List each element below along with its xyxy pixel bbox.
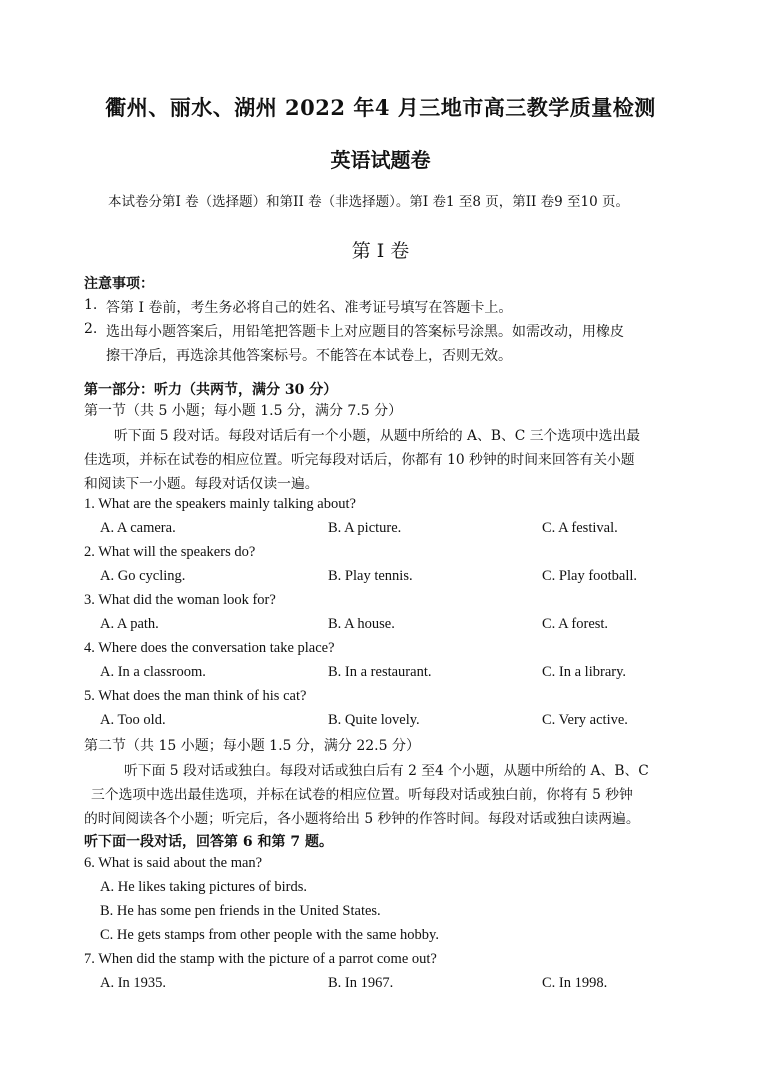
option-b: B. Quite lovely. bbox=[328, 712, 420, 728]
notice-heading: 注意事项： bbox=[84, 276, 154, 292]
dialogue-subheading: 听下面一段对话，回答第 6 和第 7 题。 bbox=[84, 834, 333, 850]
option-c: C. Play football. bbox=[542, 568, 638, 584]
section2-instructions: 的时间阅读各个小题；听完后，各小题将给出 5 秒钟的作答时间。每段对话或独白读两遍。 bbox=[84, 811, 640, 827]
option-a: A. A camera. bbox=[100, 520, 176, 536]
section1-instructions: 和阅读下一小题。每段对话仅读一遍。 bbox=[84, 476, 319, 492]
option-c: C. In 1998. bbox=[542, 975, 608, 991]
notice-item-text: 选出每小题答案后，用铅笔把答题卡上对应题目的答案标号涂黑。如需改动，用橡皮 bbox=[106, 324, 624, 340]
volume-heading: 第 I 卷 bbox=[351, 240, 410, 262]
exam-title: 衢州、丽水、湖州 2022 年4 月三地市高三教学质量检测 bbox=[105, 95, 656, 120]
option-b: B. A picture. bbox=[328, 520, 402, 536]
question-stem: 2. What will the speakers do? bbox=[84, 544, 256, 560]
notice-item-number: 2. bbox=[84, 321, 98, 337]
exam-subtitle: 英语试题卷 bbox=[330, 148, 431, 172]
option-c: C. A forest. bbox=[542, 616, 609, 632]
question-stem: 1. What are the speakers mainly talking about? bbox=[84, 496, 356, 512]
section1-instructions: 佳选项，并标在试卷的相应位置。听完每段对话后，你都有 10 秒钟的时间来回答有关小题 bbox=[84, 452, 635, 468]
option-c: C. A festival. bbox=[542, 520, 618, 536]
question-stem: 4. Where does the conversation take place? bbox=[84, 640, 335, 656]
section1-heading: 第一节（共 5 小题；每小题 1.5 分，满分 7.5 分） bbox=[84, 403, 403, 419]
option-a: A. A path. bbox=[100, 616, 159, 632]
section2-instructions: 听下面 5 段对话或独白。每段对话或独白后有 2 至4 个小题，从题中所给的 A、B、C bbox=[124, 763, 649, 779]
option-b: B. He has some pen friends in the United States. bbox=[100, 903, 381, 919]
option-a: A. In 1935. bbox=[100, 975, 167, 991]
option-c: C. He gets stamps from other people with the same hobby. bbox=[100, 927, 439, 943]
option-a: A. Too old. bbox=[100, 712, 166, 728]
option-c: C. Very active. bbox=[542, 712, 628, 728]
question-stem: 7. When did the stamp with the picture of a parrot come out? bbox=[84, 951, 437, 967]
section2-heading: 第二节（共 15 小题；每小题 1.5 分，满分 22.5 分） bbox=[84, 738, 420, 754]
question-stem: 5. What does the man think of his cat? bbox=[84, 688, 307, 704]
option-c: C. In a library. bbox=[542, 664, 627, 680]
option-b: B. Play tennis. bbox=[328, 568, 413, 584]
section1-instructions: 听下面 5 段对话。每段对话后有一个小题，从题中所给的 A、B、C 三个选项中选出最 bbox=[114, 428, 641, 444]
option-a: A. He likes taking pictures of birds. bbox=[100, 879, 307, 895]
option-a: A. In a classroom. bbox=[100, 664, 206, 680]
option-b: B. A house. bbox=[328, 616, 395, 632]
part1-heading: 第一部分：听力（共两节，满分 30 分） bbox=[84, 382, 338, 398]
notice-item-text: 答第 I 卷前，考生务必将自己的姓名、准考证号填写在答题卡上。 bbox=[106, 300, 513, 316]
question-stem: 6. What is said about the man? bbox=[84, 855, 263, 871]
option-b: B. In 1967. bbox=[328, 975, 394, 991]
notice-item-text-cont: 擦干净后，再选涂其他答案标号。不能答在本试卷上，否则无效。 bbox=[106, 348, 512, 364]
question-stem: 3. What did the woman look for? bbox=[84, 592, 276, 608]
option-b: B. In a restaurant. bbox=[328, 664, 432, 680]
option-a: A. Go cycling. bbox=[100, 568, 186, 584]
exam-intro: 本试卷分第I 卷（选择题）和第II 卷（非选择题）。第I 卷1 至8 页，第II 卷9 至10 页。 bbox=[108, 194, 630, 210]
notice-item-number: 1. bbox=[84, 297, 98, 313]
section2-instructions: 三个选项中选出最佳选项，并标在试卷的相应位置。听每段对话或独白前，你将有 5 秒钟 bbox=[91, 787, 633, 803]
